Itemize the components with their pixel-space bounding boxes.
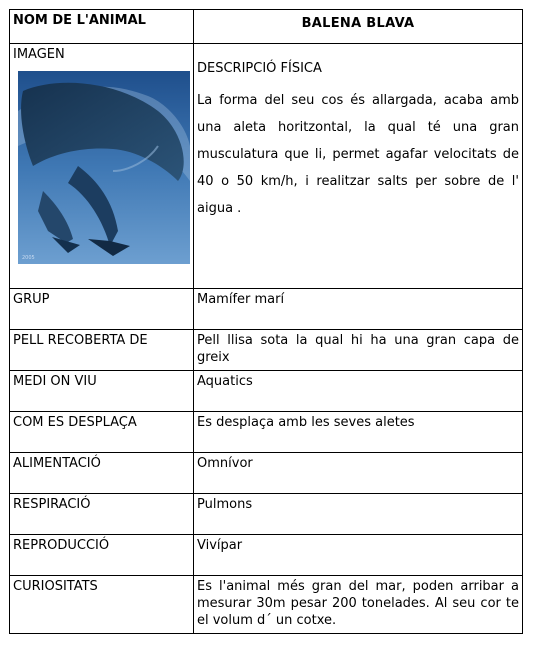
image-label: IMAGEN (13, 47, 65, 62)
svg-text:2005: 2005 (22, 255, 35, 261)
table-row (10, 371, 523, 412)
table-row (10, 330, 523, 371)
table-row (10, 453, 523, 494)
table-row (10, 289, 523, 330)
image-cell (10, 44, 194, 289)
row-label: PELL RECOBERTA DE (10, 330, 194, 371)
row-label: REPRODUCCIÓ (10, 535, 194, 576)
whale-photo-icon (18, 71, 190, 264)
row-value: Mamífer marí (194, 289, 523, 330)
animal-fact-table (9, 9, 523, 634)
description-title: DESCRIPCIÓ FÍSICA (197, 61, 322, 76)
table-row (10, 412, 523, 453)
row-value: Pulmons (194, 494, 523, 535)
description-text: La forma del seu cos és allargada, acaba amb una aleta horitzontal, la qual té una gran musculatura que li, permet agafar velocitats de 40 o 50 km/h, i realitzar salts per sobre de l' aigua . (197, 93, 519, 216)
animal-name: BALENA BLAVA (194, 10, 523, 44)
row-label: RESPIRACIÓ (10, 494, 194, 535)
description-cell (194, 44, 523, 289)
image-row (10, 44, 523, 289)
row-value: Pell llisa sota la qual hi ha una gran capa de greix (194, 330, 523, 371)
row-value: Es desplaça amb les seves aletes (194, 412, 523, 453)
row-value: Es l'animal més gran del mar, poden arribar a mesurar 30m pesar 200 tonelades. Al seu cor te el volum d´ un cotxe. (194, 576, 523, 634)
row-value: Aquatics (194, 371, 523, 412)
header-label: NOM DE L'ANIMAL (10, 10, 194, 44)
table-row (10, 576, 523, 634)
row-label: MEDI ON VIU (10, 371, 194, 412)
row-label: ALIMENTACIÓ (10, 453, 194, 494)
row-label: COM ES DESPLAÇA (10, 412, 194, 453)
table-row (10, 494, 523, 535)
row-label: GRUP (10, 289, 194, 330)
header-row (10, 10, 523, 44)
row-label: CURIOSITATS (10, 576, 194, 634)
row-value: Omnívor (194, 453, 523, 494)
row-value: Vivípar (194, 535, 523, 576)
table-row (10, 535, 523, 576)
